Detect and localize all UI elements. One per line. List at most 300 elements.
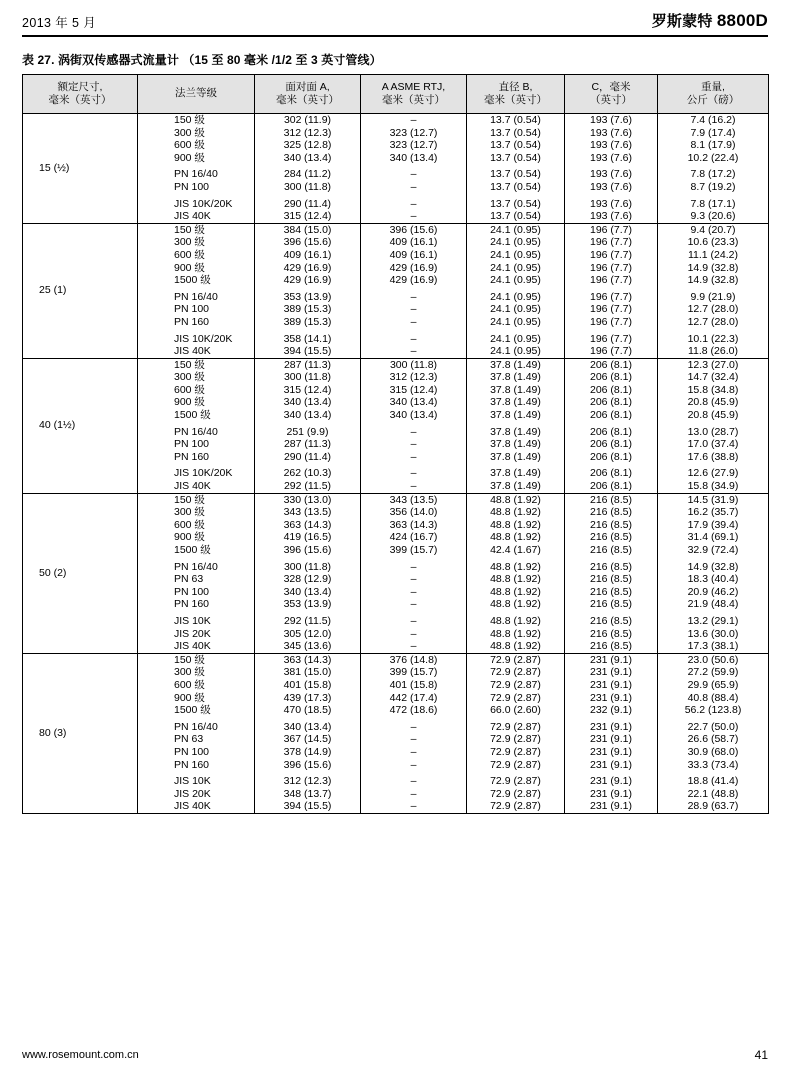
weight-value: 16.2 (35.7)	[687, 506, 739, 519]
asme-rtj-value: 429 (16.9)	[389, 261, 438, 274]
flange-class-value: JIS 10K/20K	[174, 467, 233, 480]
face-to-face-value: 315 (12.4)	[283, 383, 332, 396]
flange-class-value: 150 级	[174, 493, 205, 506]
diameter-b-value: 24.1 (0.95)	[490, 274, 541, 287]
cell-face-to-face	[255, 114, 361, 224]
asme-rtj-value: 442 (17.4)	[389, 691, 438, 704]
weight-value: 9.9 (21.9)	[690, 290, 736, 303]
header-title	[652, 10, 768, 31]
diameter-b-value: 48.8 (1.92)	[490, 573, 541, 586]
c-dimension-value: 206 (8.1)	[589, 425, 633, 438]
cell-face-to-face	[255, 493, 361, 653]
face-to-face-value: 419 (16.5)	[283, 531, 332, 544]
page-header	[22, 0, 768, 37]
face-to-face-value: 401 (15.8)	[283, 678, 332, 691]
asme-rtj-value: –	[410, 573, 417, 586]
asme-rtj-value: 409 (16.1)	[389, 248, 438, 261]
weight-value: 14.9 (32.8)	[687, 560, 739, 573]
column-header-flange-class: 法兰等级	[138, 75, 255, 114]
face-to-face-value: 378 (14.9)	[283, 745, 332, 758]
weight-value: 18.8 (41.4)	[687, 775, 739, 788]
weight-value: 7.8 (17.2)	[690, 168, 736, 181]
asme-rtj-value: –	[410, 585, 417, 598]
diameter-b-value: 37.8 (1.49)	[490, 396, 541, 409]
weight-value: 7.8 (17.1)	[690, 197, 736, 210]
face-to-face-value: 358 (14.1)	[283, 332, 332, 345]
cell-flange-class	[138, 653, 255, 813]
asme-rtj-value: 363 (14.3)	[389, 518, 438, 531]
face-to-face-value: 305 (12.0)	[283, 627, 332, 640]
weight-value: 12.7 (28.0)	[687, 315, 739, 328]
c-dimension-value: 206 (8.1)	[589, 480, 633, 493]
face-to-face-value: 348 (13.7)	[283, 787, 332, 800]
face-to-face-value: 396 (15.6)	[283, 236, 332, 249]
asme-rtj-value: –	[410, 345, 417, 358]
flange-class-value: 150 级	[174, 114, 205, 126]
cell-diameter-b	[467, 493, 565, 653]
asme-rtj-value: 343 (13.5)	[389, 493, 438, 506]
flange-class-value: 150 级	[174, 223, 205, 236]
weight-value: 12.7 (28.0)	[687, 303, 739, 316]
cell-weight	[658, 358, 769, 493]
c-dimension-value: 196 (7.7)	[589, 303, 633, 316]
c-dimension-value: 193 (7.6)	[589, 114, 633, 126]
cell-face-to-face	[255, 653, 361, 813]
face-to-face-value: 290 (11.4)	[283, 450, 332, 463]
diameter-b-value: 48.8 (1.92)	[490, 614, 541, 627]
flange-class-value: 600 级	[174, 383, 205, 396]
weight-value: 9.4 (20.7)	[690, 223, 736, 236]
table-row	[23, 223, 769, 358]
table-row	[23, 493, 769, 653]
weight-value: 10.6 (23.3)	[687, 236, 739, 249]
asme-rtj-value: 300 (11.8)	[389, 358, 438, 371]
c-dimension-value: 216 (8.5)	[589, 627, 633, 640]
cell-c-dimension	[565, 223, 658, 358]
asme-rtj-value: 409 (16.1)	[389, 236, 438, 249]
flange-class-value: PN 160	[174, 450, 210, 463]
c-dimension-value: 193 (7.6)	[589, 210, 633, 223]
flange-class-value: JIS 10K	[174, 775, 211, 788]
flange-class-value: 1500 级	[174, 544, 211, 556]
diameter-b-value: 48.8 (1.92)	[490, 640, 541, 653]
flange-class-value: JIS 20K	[174, 787, 211, 800]
diameter-b-value: 37.8 (1.49)	[490, 358, 541, 371]
flange-class-value: 300 级	[174, 506, 205, 519]
page-footer	[22, 1048, 768, 1062]
c-dimension-value: 196 (7.7)	[589, 223, 633, 236]
asme-rtj-value: –	[410, 210, 417, 223]
cell-weight	[658, 223, 769, 358]
face-to-face-value: 353 (13.9)	[283, 598, 332, 611]
face-to-face-value: 328 (12.9)	[283, 573, 332, 586]
c-dimension-value: 193 (7.6)	[589, 139, 633, 152]
weight-value: 10.2 (22.4)	[687, 151, 739, 164]
weight-value: 31.4 (69.1)	[687, 531, 739, 544]
weight-value: 13.0 (28.7)	[687, 425, 739, 438]
diameter-b-value: 13.7 (0.54)	[490, 210, 541, 223]
asme-rtj-value: 399 (15.7)	[389, 666, 438, 679]
cell-nominal-size	[23, 653, 138, 813]
face-to-face-value: 367 (14.5)	[283, 733, 332, 746]
asme-rtj-value: –	[410, 290, 417, 303]
page-number: 41	[754, 1048, 768, 1062]
weight-value: 17.0 (37.4)	[687, 438, 739, 451]
diameter-b-value: 37.8 (1.49)	[490, 383, 541, 396]
weight-value: 8.1 (17.9)	[690, 139, 736, 152]
weight-value: 20.8 (45.9)	[687, 409, 739, 422]
nominal-size-value: 80 (3)	[39, 727, 67, 740]
weight-value: 8.7 (19.2)	[690, 180, 736, 193]
c-dimension-value: 206 (8.1)	[589, 358, 633, 371]
diameter-b-value: 24.1 (0.95)	[490, 303, 541, 316]
flange-class-value: PN 100	[174, 438, 210, 451]
nominal-size-value: 15 (½)	[39, 162, 70, 175]
cell-c-dimension	[565, 493, 658, 653]
c-dimension-value: 196 (7.7)	[589, 315, 633, 328]
c-dimension-value: 193 (7.6)	[589, 168, 633, 181]
flange-class-value: PN 160	[174, 758, 210, 771]
c-dimension-value: 206 (8.1)	[589, 438, 633, 451]
asme-rtj-value: –	[410, 640, 417, 653]
cell-nominal-size	[23, 114, 138, 224]
weight-value: 32.9 (72.4)	[687, 544, 739, 556]
diameter-b-value: 48.8 (1.92)	[490, 585, 541, 598]
weight-value: 13.2 (29.1)	[687, 614, 739, 627]
cell-weight	[658, 114, 769, 224]
flange-class-value: PN 100	[174, 180, 210, 193]
asme-rtj-value: 323 (12.7)	[389, 126, 438, 139]
face-to-face-value: 287 (11.3)	[283, 358, 332, 371]
cell-weight	[658, 653, 769, 813]
flange-class-value: PN 100	[174, 745, 210, 758]
face-to-face-value: 429 (16.9)	[283, 274, 332, 287]
weight-value: 7.9 (17.4)	[690, 126, 736, 139]
face-to-face-value: 389 (15.3)	[283, 315, 332, 328]
c-dimension-value: 231 (9.1)	[589, 691, 633, 704]
cell-face-to-face	[255, 223, 361, 358]
flange-class-value: PN 16/40	[174, 168, 218, 181]
flange-class-value: PN 100	[174, 585, 210, 598]
asme-rtj-value: –	[410, 745, 417, 758]
flange-class-value: JIS 40K	[174, 480, 211, 493]
diameter-b-value: 13.7 (0.54)	[490, 139, 541, 152]
c-dimension-value: 206 (8.1)	[589, 450, 633, 463]
face-to-face-value: 381 (15.0)	[283, 666, 332, 679]
face-to-face-value: 312 (12.3)	[283, 126, 332, 139]
asme-rtj-value: –	[410, 180, 417, 193]
flange-class-value: PN 16/40	[174, 425, 218, 438]
c-dimension-value: 206 (8.1)	[589, 383, 633, 396]
cell-c-dimension	[565, 358, 658, 493]
face-to-face-value: 287 (11.3)	[283, 438, 332, 451]
face-to-face-value: 340 (13.4)	[283, 585, 332, 598]
asme-rtj-value: 340 (13.4)	[389, 409, 438, 422]
diameter-b-value: 24.1 (0.95)	[490, 332, 541, 345]
flange-class-value: 300 级	[174, 666, 205, 679]
face-to-face-value: 284 (11.2)	[283, 168, 332, 181]
c-dimension-value: 231 (9.1)	[589, 733, 633, 746]
diameter-b-value: 37.8 (1.49)	[490, 409, 541, 422]
diameter-b-value: 13.7 (0.54)	[490, 197, 541, 210]
asme-rtj-value: 396 (15.6)	[389, 223, 438, 236]
asme-rtj-value: –	[410, 332, 417, 345]
weight-value: 26.6 (58.7)	[687, 733, 739, 746]
face-to-face-value: 394 (15.5)	[283, 345, 332, 358]
flange-class-value: 900 级	[174, 531, 205, 544]
weight-value: 14.7 (32.4)	[687, 371, 739, 384]
face-to-face-value: 396 (15.6)	[283, 758, 332, 771]
face-to-face-value: 394 (15.5)	[283, 800, 332, 813]
face-to-face-value: 300 (11.8)	[283, 560, 332, 573]
flange-class-value: 600 级	[174, 248, 205, 261]
weight-value: 17.3 (38.1)	[687, 640, 739, 653]
table-header-row	[23, 75, 769, 114]
weight-value: 30.9 (68.0)	[687, 745, 739, 758]
cell-face-to-face	[255, 358, 361, 493]
face-to-face-value: 429 (16.9)	[283, 261, 332, 274]
asme-rtj-value: 429 (16.9)	[389, 274, 438, 287]
flange-class-value: PN 160	[174, 315, 210, 328]
cell-diameter-b	[467, 114, 565, 224]
weight-value: 40.8 (88.4)	[687, 691, 739, 704]
diameter-b-value: 13.7 (0.54)	[490, 168, 541, 181]
flange-class-value: JIS 40K	[174, 640, 211, 653]
weight-value: 7.4 (16.2)	[690, 114, 736, 126]
asme-rtj-value: –	[410, 197, 417, 210]
face-to-face-value: 396 (15.6)	[283, 544, 332, 556]
asme-rtj-value: –	[410, 480, 417, 493]
c-dimension-value: 196 (7.7)	[589, 274, 633, 287]
c-dimension-value: 216 (8.5)	[589, 493, 633, 506]
column-header-size: 额定尺寸, 毫米（英寸）	[23, 75, 138, 114]
weight-value: 12.6 (27.9)	[687, 467, 739, 480]
c-dimension-value: 216 (8.5)	[589, 585, 633, 598]
cell-asme-rtj	[361, 653, 467, 813]
diameter-b-value: 48.8 (1.92)	[490, 506, 541, 519]
asme-rtj-value: –	[410, 450, 417, 463]
weight-value: 33.3 (73.4)	[687, 758, 739, 771]
c-dimension-value: 232 (9.1)	[589, 704, 633, 717]
diameter-b-value: 72.9 (2.87)	[490, 775, 541, 788]
diameter-b-value: 48.8 (1.92)	[490, 560, 541, 573]
face-to-face-value: 340 (13.4)	[283, 409, 332, 422]
c-dimension-value: 216 (8.5)	[589, 518, 633, 531]
cell-diameter-b	[467, 223, 565, 358]
flange-class-value: 600 级	[174, 678, 205, 691]
diameter-b-value: 37.8 (1.49)	[490, 425, 541, 438]
diameter-b-value: 48.8 (1.92)	[490, 518, 541, 531]
diameter-b-value: 13.7 (0.54)	[490, 180, 541, 193]
face-to-face-value: 292 (11.5)	[283, 480, 332, 493]
asme-rtj-value: –	[410, 425, 417, 438]
face-to-face-value: 262 (10.3)	[283, 467, 332, 480]
column-header-weight: 重量, 公斤（磅）	[658, 75, 769, 114]
weight-value: 9.3 (20.6)	[690, 210, 736, 223]
cell-asme-rtj	[361, 493, 467, 653]
asme-rtj-value: 312 (12.3)	[389, 371, 438, 384]
weight-value: 56.2 (123.8)	[684, 704, 742, 717]
weight-value: 22.7 (50.0)	[687, 720, 739, 733]
asme-rtj-value: 424 (16.7)	[389, 531, 438, 544]
diameter-b-value: 48.8 (1.92)	[490, 531, 541, 544]
c-dimension-value: 206 (8.1)	[589, 467, 633, 480]
face-to-face-value: 353 (13.9)	[283, 290, 332, 303]
diameter-b-value: 24.1 (0.95)	[490, 345, 541, 358]
face-to-face-value: 302 (11.9)	[283, 114, 332, 126]
weight-value: 18.3 (40.4)	[687, 573, 739, 586]
weight-value: 20.9 (46.2)	[687, 585, 739, 598]
flange-class-value: JIS 20K	[174, 627, 211, 640]
cell-flange-class	[138, 223, 255, 358]
diameter-b-value: 66.0 (2.60)	[490, 704, 541, 717]
face-to-face-value: 363 (14.3)	[283, 518, 332, 531]
face-to-face-value: 389 (15.3)	[283, 303, 332, 316]
face-to-face-value: 343 (13.5)	[283, 506, 332, 519]
weight-value: 14.9 (32.8)	[687, 274, 739, 287]
asme-rtj-value: –	[410, 775, 417, 788]
weight-value: 11.8 (26.0)	[687, 345, 738, 358]
diameter-b-value: 72.9 (2.87)	[490, 733, 541, 746]
cell-flange-class	[138, 114, 255, 224]
column-header-asme-rtj: A ASME RTJ, 毫米（英寸）	[361, 75, 467, 114]
c-dimension-value: 231 (9.1)	[589, 775, 633, 788]
diameter-b-value: 72.9 (2.87)	[490, 745, 541, 758]
diameter-b-value: 72.9 (2.87)	[490, 678, 541, 691]
flange-class-value: JIS 10K/20K	[174, 197, 233, 210]
weight-value: 13.6 (30.0)	[687, 627, 739, 640]
weight-value: 12.3 (27.0)	[687, 358, 739, 371]
c-dimension-value: 196 (7.7)	[589, 332, 633, 345]
column-header-diameter-b: 直径 B, 毫米（英寸）	[467, 75, 565, 114]
c-dimension-value: 196 (7.7)	[589, 345, 633, 358]
face-to-face-value: 312 (12.3)	[283, 775, 332, 788]
flange-class-value: 300 级	[174, 371, 205, 384]
cell-diameter-b	[467, 653, 565, 813]
diameter-b-value: 37.8 (1.49)	[490, 371, 541, 384]
asme-rtj-value: –	[410, 114, 417, 126]
asme-rtj-value: 401 (15.8)	[389, 678, 438, 691]
flange-class-value: 1500 级	[174, 409, 211, 422]
brand-name: 罗斯蒙特	[651, 13, 717, 30]
c-dimension-value: 231 (9.1)	[589, 800, 633, 813]
diameter-b-value: 13.7 (0.54)	[490, 151, 541, 164]
table-body	[23, 114, 769, 814]
c-dimension-value: 231 (9.1)	[589, 666, 633, 679]
weight-value: 17.6 (38.8)	[687, 450, 739, 463]
c-dimension-value: 193 (7.6)	[589, 180, 633, 193]
diameter-b-value: 48.8 (1.92)	[490, 493, 541, 506]
face-to-face-value: 340 (13.4)	[283, 396, 332, 409]
footer-url[interactable]: www.rosemount.com.cn	[22, 1049, 139, 1061]
diameter-b-value: 24.1 (0.95)	[490, 315, 541, 328]
face-to-face-value: 330 (13.0)	[283, 493, 332, 506]
diameter-b-value: 72.9 (2.87)	[490, 720, 541, 733]
specifications-table	[22, 74, 769, 814]
c-dimension-value: 231 (9.1)	[589, 758, 633, 771]
flange-class-value: 900 级	[174, 151, 205, 164]
c-dimension-value: 206 (8.1)	[589, 396, 633, 409]
nominal-size-value: 25 (1)	[39, 284, 67, 297]
asme-rtj-value: –	[410, 720, 417, 733]
flange-class-value: JIS 10K	[174, 614, 211, 627]
asme-rtj-value: –	[410, 758, 417, 771]
face-to-face-value: 251 (9.9)	[286, 425, 329, 438]
nominal-size-value: 50 (2)	[39, 566, 67, 579]
face-to-face-value: 345 (13.6)	[283, 640, 332, 653]
asme-rtj-value: –	[410, 560, 417, 573]
asme-rtj-value: –	[410, 800, 417, 813]
diameter-b-value: 72.9 (2.87)	[490, 787, 541, 800]
asme-rtj-value: 340 (13.4)	[389, 151, 438, 164]
flange-class-value: 600 级	[174, 518, 205, 531]
c-dimension-value: 231 (9.1)	[589, 653, 633, 666]
flange-class-value: 600 级	[174, 139, 205, 152]
asme-rtj-value: 323 (12.7)	[389, 139, 438, 152]
asme-rtj-value: –	[410, 614, 417, 627]
flange-class-value: JIS 40K	[174, 210, 211, 223]
column-header-c: C，毫米 （英寸）	[565, 75, 658, 114]
face-to-face-value: 439 (17.3)	[283, 691, 332, 704]
flange-class-value: PN 160	[174, 598, 210, 611]
asme-rtj-value: 356 (14.0)	[389, 506, 438, 519]
table-row	[23, 358, 769, 493]
cell-c-dimension	[565, 114, 658, 224]
weight-value: 14.9 (32.8)	[687, 261, 739, 274]
c-dimension-value: 196 (7.7)	[589, 248, 633, 261]
asme-rtj-value: 340 (13.4)	[389, 396, 438, 409]
c-dimension-value: 206 (8.1)	[589, 409, 633, 422]
flange-class-value: 300 级	[174, 126, 205, 139]
diameter-b-value: 37.8 (1.49)	[490, 480, 541, 493]
weight-value: 28.9 (63.7)	[687, 800, 739, 813]
c-dimension-value: 231 (9.1)	[589, 678, 633, 691]
weight-value: 21.9 (48.4)	[687, 598, 739, 611]
diameter-b-value: 13.7 (0.54)	[490, 126, 541, 139]
flange-class-value: 1500 级	[174, 274, 211, 287]
flange-class-value: 300 级	[174, 236, 205, 249]
table-caption: 表 27. 涡街双传感器式流量计 （15 至 80 毫米 /1/2 至 3 英寸管线）	[22, 53, 382, 67]
flange-class-value: PN 63	[174, 573, 204, 586]
asme-rtj-value: –	[410, 787, 417, 800]
weight-value: 10.1 (22.3)	[687, 332, 739, 345]
cell-flange-class	[138, 358, 255, 493]
face-to-face-value: 363 (14.3)	[283, 653, 332, 666]
c-dimension-value: 216 (8.5)	[589, 544, 633, 556]
flange-class-value: PN 16/40	[174, 290, 218, 303]
flange-class-value: 1500 级	[174, 704, 211, 717]
diameter-b-value: 72.9 (2.87)	[490, 691, 541, 704]
cell-c-dimension	[565, 653, 658, 813]
face-to-face-value: 300 (11.8)	[283, 180, 332, 193]
face-to-face-value: 340 (13.4)	[283, 151, 332, 164]
asme-rtj-value: 315 (12.4)	[389, 383, 438, 396]
asme-rtj-value: –	[410, 438, 417, 451]
flange-class-value: 900 级	[174, 261, 205, 274]
diameter-b-value: 72.9 (2.87)	[490, 666, 541, 679]
diameter-b-value: 48.8 (1.92)	[490, 627, 541, 640]
c-dimension-value: 196 (7.7)	[589, 261, 633, 274]
weight-value: 11.1 (24.2)	[687, 248, 738, 261]
weight-value: 22.1 (48.8)	[687, 787, 739, 800]
diameter-b-value: 48.8 (1.92)	[490, 598, 541, 611]
cell-asme-rtj	[361, 223, 467, 358]
cell-diameter-b	[467, 358, 565, 493]
flange-class-value: 150 级	[174, 653, 205, 666]
weight-value: 14.5 (31.9)	[687, 493, 739, 506]
flange-class-value: PN 16/40	[174, 720, 218, 733]
c-dimension-value: 231 (9.1)	[589, 720, 633, 733]
